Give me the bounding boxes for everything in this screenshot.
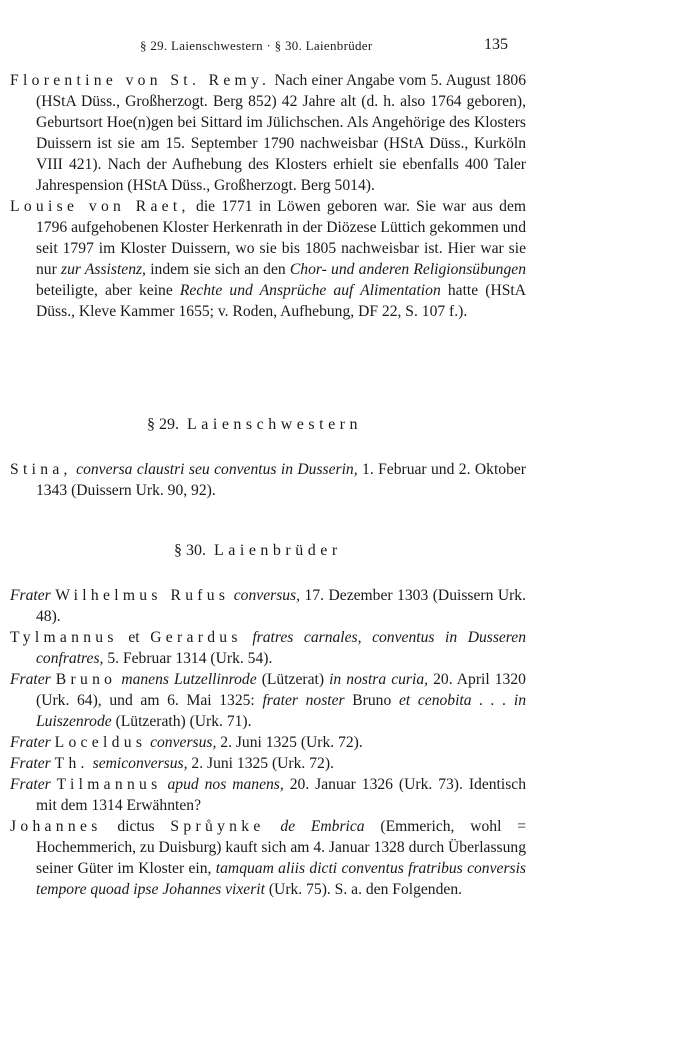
entry-text: (Urk. 75). S. a. den Folgenden. <box>268 881 463 898</box>
frater-label: Frater <box>10 671 51 688</box>
entry-text: hatte (HStA Düss., Kleve Kammer 1655; v. Roden, Aufhebung, DF 22, S. 107 f.). <box>36 282 527 320</box>
text-block-lay-brothers <box>10 585 526 900</box>
entry-italic: apud nos manens, <box>167 776 284 793</box>
person-name: Florentine von St. Remy. <box>10 72 271 89</box>
person-name: Th. <box>54 755 89 772</box>
entry-italic: zur Assistenz, <box>61 261 146 278</box>
entry-text: 20. April 1320 (Urk. 64), und am 6. Mai 1325: <box>36 671 526 709</box>
entry-text: Nach einer Angabe vom 5. August 1806 (HStA Düss., Großherzogt. Berg 852) 42 Jahre alt (d. h. also 1764 geboren), Geburtsort Hoe(n)gen bei Sittard im Jülichschen. Als Angehörige des Klosters Duissern ist sie am 15. September 1790 nachweisbar (HStA Düss., Kurköln VIII 421). Nach der Aufhebung des Klosters erhielt sie ebenfalls 400 Taler Jahrespension (HStA Düss., Großherzogt. Berg 5014). <box>36 72 527 194</box>
entry-text: 5. Februar 1314 (Urk. 54). <box>107 650 273 667</box>
entry-th <box>10 753 526 774</box>
entry-text: beteiligte, aber keine <box>36 282 173 299</box>
entry-loceldus <box>10 732 526 753</box>
entry-italic: conversus, <box>150 734 217 751</box>
person-name: Loceldus <box>54 734 147 751</box>
section-number: § 30. <box>174 542 206 559</box>
entry-italic: Chor- und anderen Religionsübungen <box>289 261 526 278</box>
entry-italic: semiconversus, <box>92 755 188 772</box>
running-head <box>0 38 700 58</box>
entry-text: dictus <box>117 818 155 835</box>
frater-label: Frater <box>10 587 51 604</box>
entry-johannes <box>10 816 526 900</box>
person-name: Tilmannus <box>56 776 162 793</box>
entry-text: 2. Juni 1325 (Urk. 72). <box>220 734 363 751</box>
section-heading-inner <box>147 414 362 436</box>
entry-text: (Lützerat) <box>261 671 325 688</box>
entry-tilmannus <box>10 774 526 816</box>
entry-italic: frater noster <box>262 692 345 709</box>
frater-label: Frater <box>10 734 51 751</box>
person-name: Stina, <box>10 461 72 478</box>
entry-text: 17. Dezember 1303 (Duissern Urk. 48). <box>36 587 527 625</box>
entry-italic: fratres carnales, conventus in Dusseren confratres, <box>36 629 527 667</box>
person-name: Bruno <box>55 671 117 688</box>
section-heading-inner <box>174 540 342 562</box>
entry-stina <box>10 459 526 501</box>
person-name: Wilhelmus Rufus <box>55 587 230 604</box>
entry-italic: conversa claustri seu conventus in Dusserin, <box>76 461 358 478</box>
entry-italic: manens Lutzellinrode <box>121 671 257 688</box>
entry-tylmannus <box>10 627 526 669</box>
person-name: Johannes <box>10 818 102 835</box>
entry-florentine <box>10 70 526 196</box>
page-number: 135 <box>484 36 508 53</box>
entry-italic: in nostra curia, <box>329 671 429 688</box>
entry-text: die 1771 in Löwen geboren war. Sie war aus dem 1796 aufgehobenen Kloster Herkenrath in der Diözese Lüttich gekommen und seit 1797 im Kloster Duissern, wo sie bis 1805 nachweisbar ist. Hier war sie nur <box>36 198 527 278</box>
section-title: Laienbrüder <box>214 542 342 559</box>
running-head-title: § 29. Laienschwestern · § 30. Laienbrüder <box>140 38 373 53</box>
entry-italic: Rechte und Ansprüche auf Alimentation <box>179 282 441 299</box>
entry-text: Bruno <box>352 692 392 709</box>
entry-text: indem sie sich an den <box>150 261 286 278</box>
entry-italic: tamquam aliis dicti conventus fratribus conversis tempore quoad ipse Johannes vixerit <box>36 860 526 898</box>
entry-italic: de Embrica <box>280 818 365 835</box>
person-name: Gerardus <box>150 629 242 646</box>
frater-label: Frater <box>10 755 51 772</box>
text-block-lay-sisters <box>10 459 526 501</box>
entry-text: 20. Januar 1326 (Urk. 73). Identisch mit dem 1314 Erwähnten? <box>36 776 527 814</box>
entry-bruno <box>10 669 526 732</box>
person-name: Sprůynke <box>170 818 265 835</box>
section-number: § 29. <box>147 416 179 433</box>
entry-italic: conversus, <box>233 587 301 604</box>
entry-text: 1. Februar und 2. Oktober 1343 (Duissern Urk. 90, 92). <box>36 461 526 499</box>
person-name: Louise von Raet, <box>10 198 190 215</box>
frater-label: Frater <box>10 776 51 793</box>
entry-louise <box>10 196 526 322</box>
entry-text: (Emmerich, wohl = Hochemmerich, zu Duisburg) kauft sich am 4. Januar 1328 durch Überlassung seiner Güter im Kloster ein, <box>36 818 527 877</box>
entry-text: 2. Juni 1325 (Urk. 72). <box>191 755 334 772</box>
section-title: Laienschwestern <box>187 416 363 433</box>
entry-text: et <box>128 629 140 646</box>
entry-text: (Lützerath) (Urk. 71). <box>115 713 252 730</box>
person-name: Tylmannus <box>10 629 118 646</box>
text-block-nuns <box>10 70 526 322</box>
entry-wilhelmus <box>10 585 526 627</box>
entry-italic: et cenobita . . . in Luiszenrode <box>36 692 527 730</box>
